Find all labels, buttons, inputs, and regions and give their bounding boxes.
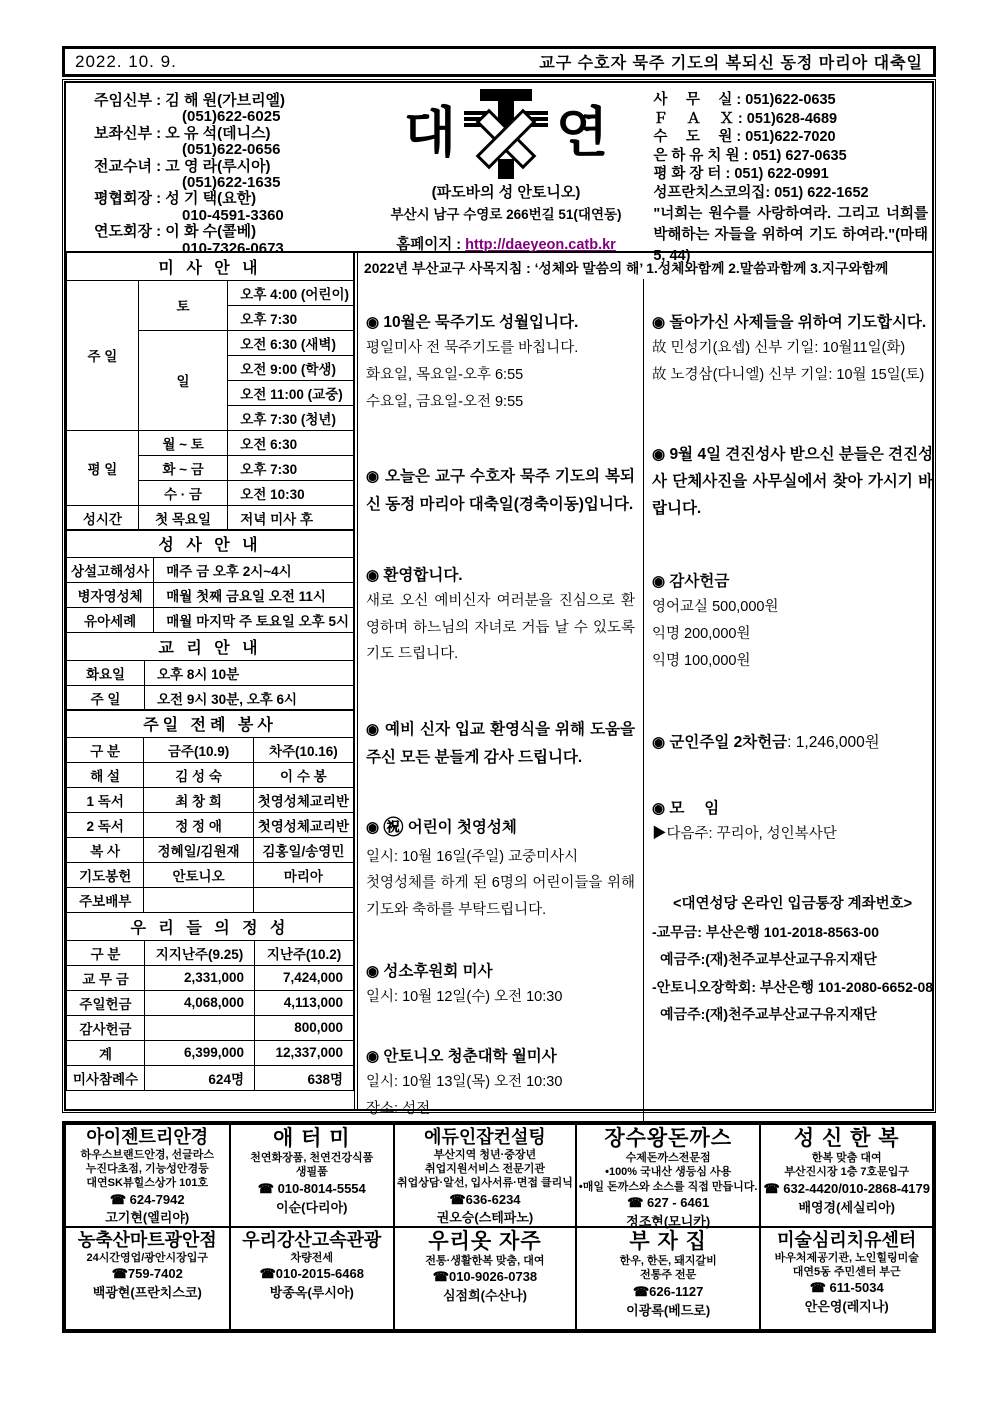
value-cell: 오후 8시 10분 [145, 660, 354, 685]
amount-cell: 7,424,000 [255, 965, 354, 990]
label-cell: 미사참례수 [67, 1065, 145, 1090]
value-cell: 매주 금 오후 2시~4시 [154, 558, 354, 583]
label-cell: 계 [67, 1040, 145, 1065]
value-cell: 김홍일/송영민 [253, 838, 353, 863]
label-cell: 1 독서 [67, 788, 144, 813]
notice-first-communion: ◉ ㊗ 어린이 첫영성체 일시: 10월 16일(주일) 교중미사시 첫영성체를 하게 된 6명의 어린이들을 위해 기도와 축하를 부탁드립니다. [366, 816, 636, 919]
contact-line: 은 하 유 치 원 : 051) 627-0635 [653, 147, 847, 164]
bank-line: 예금주:(재)천주교부산교구유지재단 [660, 951, 877, 968]
table-row [67, 660, 354, 685]
notice-military-collection: ◉ 군인주일 2차헌금: 1,246,000원 [652, 733, 880, 751]
ad-livestock-mart: 농축산마트광안점 24시간영업/광안시장입구 ☎759-7402 백광현(프란치스코) [65, 1227, 230, 1330]
bank-title: <대연성당 온라인 입금통장 계좌번호> [672, 896, 913, 913]
column-header: 구 분 [67, 940, 145, 965]
table-title-row [67, 912, 354, 940]
table-header-row [67, 940, 354, 965]
notice-meetings: ◉ 모 임 ▶다음주: 꾸리아, 성인복사단 [652, 799, 837, 842]
homepage-label: 홈페이지 : [396, 237, 462, 253]
staff-entry: 연도회장 : 이 화 수(콜베) 010-7326-0673 [94, 223, 284, 257]
notice-vocation-mass: ◉ 성소후원회 미사 일시: 10월 12일(수) 오전 10:30 [366, 963, 563, 1006]
table-row [67, 1015, 354, 1040]
table-row [67, 990, 354, 1015]
ad-eyewear: 아이젠트리안경 하우스브랜드안경, 선글라스 누진다초점, 기능성안경등 대연SK뷰힐스상가 101호 ☎ 624-7942 고기현(엘리야) [65, 1124, 230, 1227]
value-cell: 첫영성체교리반 [253, 788, 353, 813]
bank-line: -교무금: 부산은행 101-2018-8563-00 [652, 923, 879, 940]
notice-antonio-mass: ◉ 안토니오 청춘대학 월미사 일시: 10월 13일(목) 오전 10:30 장소: 성전 [366, 1047, 563, 1117]
mass-time-cell: 오전 11:00 (교중) [228, 380, 354, 405]
value-cell: 정혜일/김원재 [144, 838, 253, 863]
label-cell: 주 일 [67, 685, 145, 710]
bullet-icon: ◉ [366, 468, 380, 486]
contact-list [651, 83, 932, 265]
homepage-link[interactable]: http://daeyeon.catb.kr [465, 237, 616, 253]
value-cell: 최 창 희 [144, 788, 253, 813]
staff-entry: 보좌신부 : 오 유 석(데니스) (051)622-0656 [94, 124, 281, 159]
table-row [67, 863, 354, 888]
value-cell: 김 성 숙 [144, 763, 253, 788]
table-row [67, 1065, 354, 1090]
table-row [67, 430, 354, 455]
amount-cell: 12,337,000 [255, 1040, 354, 1065]
logo-subtitle: (파도바의 성 안토니오) [431, 184, 581, 201]
amount-cell: 2,331,000 [145, 965, 255, 990]
contact-line: 사 무 실 : 051)622-0635 [653, 92, 836, 108]
notice-confirmation-photo: ◉ 9월 4일 견진성사 받으신 분들은 견진성사 단체사진을 사무실에서 찾아 가시기 바랍니다. [652, 445, 934, 518]
ad-atomy: 애 터 미 천연화장품, 천연건강식품 생필품 ☎ 010-8014-5554 이순(다리아) [230, 1124, 395, 1227]
logo-char-right: 연 [556, 103, 609, 163]
content-frame [62, 79, 936, 1117]
value-cell: 오전 9시 30분, 오후 6시 [145, 685, 354, 710]
ad-tour-bus: 우리강산고속관광 차량전세 ☎010-2015-6468 방종옥(루시아) [230, 1227, 395, 1330]
mass-time-cell: 오후 7:30 (청년) [228, 405, 354, 430]
ad-hanbok: 성 신 한 복 한복 맞춤 대여 부산진시장 1층 7호문입구 ☎ 632-4420/010-2868-4179 배영경(세실리아) [760, 1124, 933, 1227]
section-title: 주일 전례 봉사 [67, 710, 354, 738]
amount-cell: 4,113,000 [255, 990, 354, 1015]
bullet-icon: ◉ [366, 566, 380, 584]
value-cell: 이 수 봉 [253, 763, 353, 788]
amount-cell: 800,000 [255, 1015, 354, 1040]
right-column [644, 279, 941, 1123]
bulletin-page [62, 0, 936, 1333]
amount-cell: 638명 [255, 1065, 354, 1090]
top-bar [62, 46, 936, 77]
parish-address: 부산시 남구 수영로 266번길 51(대연동) [390, 207, 622, 222]
bullet-icon: ◉ [652, 733, 666, 751]
staff-entry: 전교수녀 : 고 영 라(루시아) (051)622-1635 [94, 157, 281, 192]
value-cell [144, 888, 253, 913]
table-row [67, 280, 354, 305]
table-row [67, 813, 354, 838]
day-cell: 화 ~ 금 [138, 455, 227, 480]
table-title-row [67, 530, 354, 558]
main-box [66, 251, 934, 1117]
bullet-icon: ◉ [366, 1047, 380, 1065]
day-cell: 성시간 [67, 505, 139, 530]
bullet-icon: ◉ [366, 818, 380, 836]
ads-box [62, 1121, 936, 1333]
label-cell: 화요일 [67, 660, 145, 685]
table-row [67, 608, 354, 633]
amount-cell [145, 1015, 255, 1040]
mass-time-cell: 저녁 미사 후 [228, 505, 354, 530]
bullet-icon: ◉ [366, 963, 380, 981]
feast-title: 교구 수호자 묵주 기도의 복되신 동정 마리아 대축일 [539, 55, 923, 72]
offering-table [66, 912, 354, 1091]
parish-logo [361, 83, 652, 251]
label-cell: 병자영성체 [67, 583, 154, 608]
table-title-row [67, 632, 354, 660]
label-cell: 기도봉헌 [67, 863, 144, 888]
section-title: 미 사 안 내 [67, 252, 354, 280]
issue-date: 2022. 10. 9. [75, 51, 177, 71]
value-cell: 첫영성체교리반 [253, 813, 353, 838]
table-row [67, 965, 354, 990]
value-cell: 안토니오 [144, 863, 253, 888]
table-row [67, 583, 354, 608]
amount-cell: 4,068,000 [145, 990, 255, 1015]
notice-feast-today: ◉ 오늘은 교구 수호자 묵주 기도의 복되신 동정 마리아 대축일(경축이동)입니다. [366, 468, 636, 513]
mass-time-cell: 오전 9:00 (학생) [228, 355, 354, 380]
homepage-line [361, 233, 652, 254]
day-cell: 주 일 [67, 280, 139, 430]
bank-line: 예금주:(재)천주교부산교구유지재단 [660, 1005, 877, 1022]
column-header: 차주(10.16) [253, 738, 353, 763]
value-cell [253, 888, 353, 913]
day-cell: 토 [138, 280, 227, 330]
label-cell: 복 사 [67, 838, 144, 863]
mass-time-cell: 오전 6:30 (새벽) [228, 330, 354, 355]
logo-char-left: 대 [403, 103, 457, 163]
bank-line: -안토니오장학회: 부산은행 101-2080-6652-08 [652, 978, 934, 995]
bullet-icon: ◉ [652, 799, 666, 817]
catechism-table [66, 632, 354, 711]
congrats-icon: ㊗ [383, 816, 404, 839]
table-row [67, 888, 354, 913]
label-cell: 주일헌금 [67, 990, 145, 1015]
bullet-icon: ◉ [366, 721, 380, 739]
section-title: 교 리 안 내 [67, 632, 354, 660]
label-cell: 교 무 금 [67, 965, 145, 990]
mass-time-cell: 오전 6:30 [228, 430, 354, 455]
contact-line: Ｆ Ａ Ｘ : 051)628-4689 [653, 110, 838, 127]
day-cell: 일 [138, 330, 227, 430]
table-row [67, 838, 354, 863]
contact-line: 평 화 장 터 : 051) 622-0991 [653, 166, 829, 182]
notice-deceased-priests: ◉ 돌아가신 사제들을 위하여 기도합시다. 故 민성기(요셉) 신부 기일: 10월11일(화) 故 노경삼(다니엘) 신부 기일: 10월 15일(토) [652, 314, 927, 383]
table-row [67, 685, 354, 710]
bullet-icon: ◉ [652, 314, 666, 331]
amount-cell: 6,399,000 [145, 1040, 255, 1065]
notice-thanks-offering: ◉ 감사헌금 영어교실 500,000원 익명 200,000원 익명 100,000원 [652, 573, 779, 669]
ad-traditional-clothes: 우리옷 자주 전통·생활한복 맞춤, 대여 ☎010-9026-0738 심점희(수산나) [394, 1227, 576, 1330]
table-row [67, 788, 354, 813]
amount-cell: 624명 [145, 1065, 255, 1090]
section-title: 성 사 안 내 [67, 530, 354, 558]
bullet-icon: ◉ [652, 573, 666, 591]
mass-time-cell: 오후 7:30 [228, 455, 354, 480]
mass-time-cell: 오후 7:30 [228, 305, 354, 330]
staff-list [66, 83, 361, 257]
contact-line: 성프란치스코의집: 051) 622-1652 [653, 184, 869, 201]
cross-emblem-icon [462, 87, 550, 179]
column-header: 금주(10.9) [144, 738, 253, 763]
staff-entry: 평협회장 : 성 기 택(요한) 010-4591-3360 [94, 190, 284, 224]
value-cell: 정 정 애 [144, 813, 253, 838]
bullet-icon: ◉ [652, 445, 666, 463]
label-cell: 감사헌금 [67, 1015, 145, 1040]
column-header: 지난주(10.2) [255, 940, 354, 965]
day-cell: 수 · 금 [138, 480, 227, 505]
mass-time-cell: 오전 10:30 [228, 480, 354, 505]
day-cell: 평 일 [67, 430, 139, 505]
table-row [67, 505, 354, 530]
label-cell: 유아세례 [67, 608, 154, 633]
table-title-row [67, 710, 354, 738]
staff-entry: 주임신부 : 김 해 원(가브리엘) (051)622-6025 [94, 92, 286, 126]
value-cell: 마리아 [253, 863, 353, 888]
table-row [67, 763, 354, 788]
column-header: 지지난주(9.25) [145, 940, 255, 965]
table-title-row [67, 252, 354, 280]
label-cell: 2 독서 [67, 813, 144, 838]
middle-column [358, 279, 644, 1123]
mass-time-cell: 오후 4:00 (어린이) [228, 280, 354, 305]
day-cell: 첫 목요일 [138, 505, 227, 530]
notice-thanks-helpers: ◉ 예비 신자 입교 환영식을 위해 도움을 주신 모든 분들게 감사 드립니다. [366, 721, 636, 766]
value-cell: 매월 첫째 금요일 오전 11시 [154, 583, 354, 608]
notice-rosary-month: ◉ 10월은 묵주기도 성월입니다. 평일미사 전 묵주기도를 바칩니다. 화요일, 목요일-오후 6:55 수요일, 금요일-오전 9:55 [366, 314, 579, 410]
section-title: 우 리 들 의 정 성 [67, 912, 354, 940]
day-cell: 월 ~ 토 [138, 430, 227, 455]
header [66, 83, 932, 265]
column-header: 구 분 [67, 738, 144, 763]
value-cell: 매월 마지막 주 토요일 오후 5시 [154, 608, 354, 633]
bullet-icon: ◉ [366, 314, 380, 331]
table-header-row [67, 738, 354, 763]
pastoral-guideline: 2022년 부산교구 사목지침 : ‘성체와 말씀의 해’ 1.성체와함께 2.말씀과함께 3.지구와함께 [364, 261, 889, 276]
ad-pork-cutlet: 장수왕돈까스 수제돈까스전문점 •100% 국내산 생등심 사용 •매일 돈까스와 소스를 직접 만듭니다. ☎ 627 - 6461 정조현(모니카) [576, 1124, 761, 1227]
label-cell: 주보배부 [67, 888, 144, 913]
table-row [67, 1040, 354, 1065]
mass-schedule-table [66, 252, 354, 531]
notice-welcome: ◉ 환영합니다. 새로 오신 예비신자 여러분을 진심으로 환영하며 하느님의 자녀로 거듭 날 수 있도록 기도 드립니다. [366, 566, 636, 663]
bank-account-info [652, 891, 933, 1028]
ad-art-therapy: 미술심리치유센터 바우처제공기관, 노인힐링미술 대연5동 주민센터 부근 ☎ 611-5034 안은영(레지나) [760, 1227, 933, 1330]
liturgy-roster-table [66, 709, 354, 913]
table-row [67, 558, 354, 583]
sacrament-table [66, 529, 354, 633]
label-cell: 상설고해성사 [67, 558, 154, 583]
left-column [66, 253, 358, 1109]
ad-restaurant: 부 자 집 한우, 한돈, 돼지갈비 전통주 전문 ☎626-1127 이광록(베드로) [576, 1227, 761, 1330]
contact-line: 수 도 원 : 051)622-7020 [653, 129, 836, 145]
ad-job-consulting: 에듀인잡컨설팅 부산지역 청년·중장년 취업지원서비스 전문기관 취업상담·알선, 입사서류·면접 클리닉 ☎636-6234 권오승(스테파노) [394, 1124, 576, 1227]
label-cell: 해 설 [67, 763, 144, 788]
bible-verse: "너희는 원수를 사랑하여라. 그리고 너희를 박해하는 자들을 위하여 기도 하여라."(마태 5, 44) [653, 206, 928, 265]
